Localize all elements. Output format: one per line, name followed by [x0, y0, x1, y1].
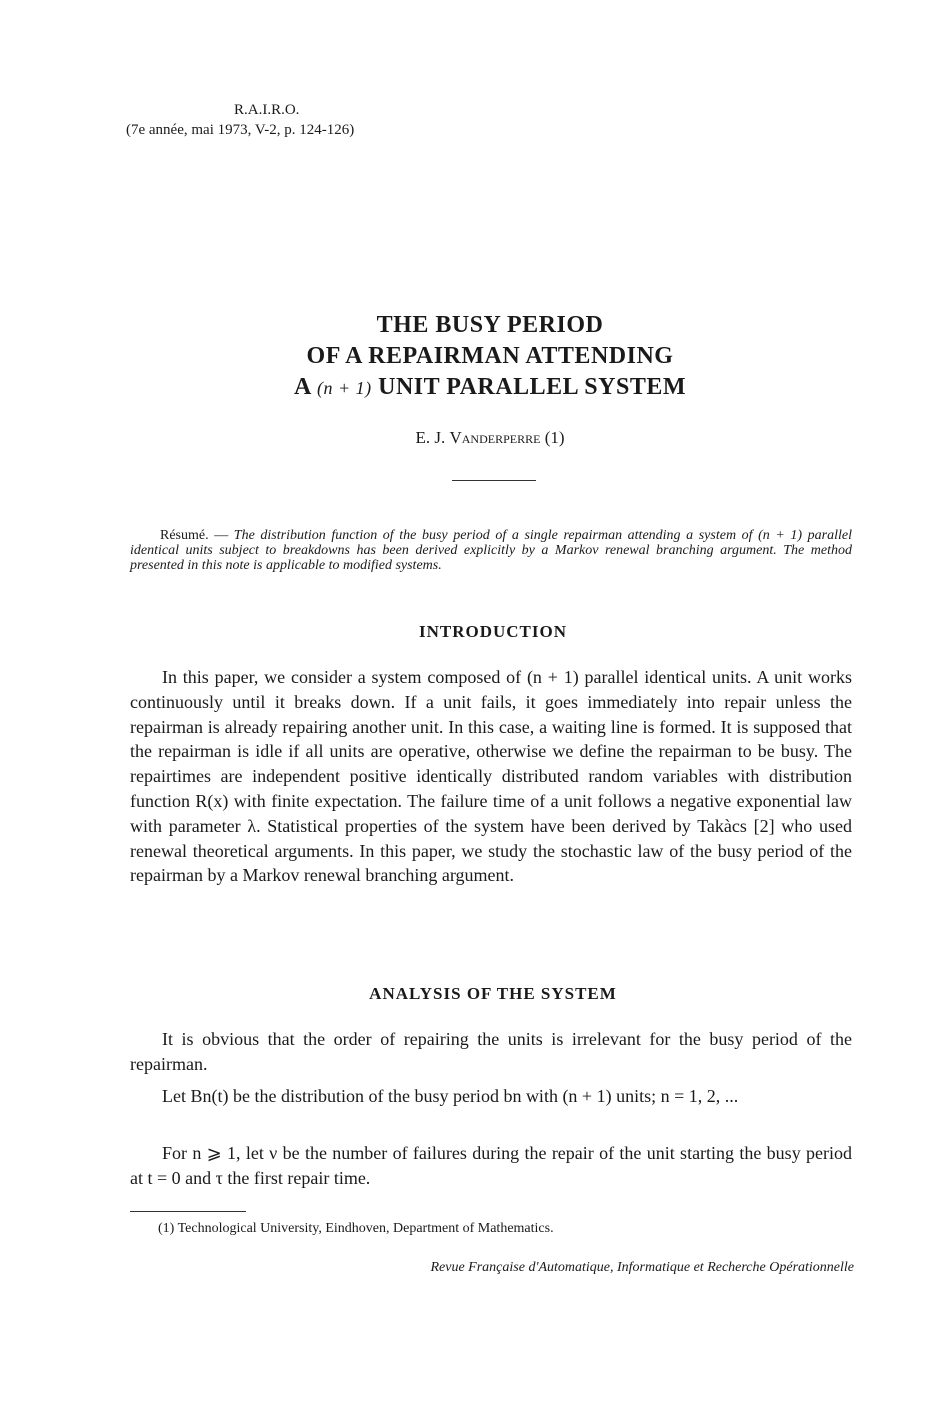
footnote-rule — [130, 1211, 246, 1212]
abstract-text: The distribution function of the busy period of a single repairman attending a system of (n + 1) parallel identical units subject to breakdowns has been derived explicitly by a Markov renewal branching argument. The method presented in this note is applicable to modified systems. — [130, 528, 852, 573]
introduction-paragraph: In this paper, we consider a system composed of (n + 1) parallel identical units. A unit works continuously until it breaks down. If a unit fails, it goes immediately into repair unless the repairman is already repairing another unit. In this case, a waiting line is formed. It is supposed that the repairman is idle if all units are operative, otherwise we define the repairman to be busy. The repairtimes are independent positive identically distributed random variables with distribution function R(x) with finite expectation. The failure time of a unit follows a negative exponential law with parameter λ. Statistical properties of the system have been derived by Takàcs [2] who used renewal theoretical arguments. In this paper, we study the stochastic law of the busy period of the repairman by a Markov renewal branching argument. — [130, 667, 852, 886]
journal-name: R.A.I.R.O. — [234, 102, 300, 118]
paper-title — [0, 310, 930, 404]
title-line-3 — [0, 372, 930, 404]
author-initials: E. J. — [415, 428, 446, 447]
journal-issue: (7e année, mai 1973, V-2, p. 124-126) — [126, 122, 355, 138]
abstract-label: Résumé. — — [160, 528, 229, 543]
title-line-1: THE BUSY PERIOD — [376, 312, 604, 338]
title-line-2: OF A REPAIRMAN ATTENDING — [306, 343, 674, 369]
journal-citation — [126, 100, 355, 140]
running-footer: Revue Française d'Automatique, Informatique et Recherche Opérationnelle — [430, 1260, 854, 1275]
title-line-3-b: UNIT PARALLEL SYSTEM — [378, 374, 686, 400]
title-divider — [452, 480, 536, 481]
analysis-paragraph-3: For n ⩾ 1, let ν be the number of failures during the repair of the unit starting the busy period at t = 0 and τ the first repair time. — [130, 1143, 852, 1188]
title-line-3-a: A — [293, 374, 311, 400]
title-line-3-paren: (n + 1) — [317, 378, 372, 398]
footnote: (1) Technological University, Eindhoven, Department of Mathematics. — [158, 1221, 554, 1236]
abstract — [130, 528, 852, 573]
author-note-ref: (1) — [544, 428, 565, 447]
author-surname: Vanderperre — [449, 428, 541, 447]
author-line — [0, 428, 930, 448]
analysis-paragraph-2: Let Bn(t) be the distribution of the busy period bn with (n + 1) units; n = 1, 2, ... — [162, 1086, 739, 1106]
analysis-heading: ANALYSIS OF THE SYSTEM — [369, 984, 617, 1003]
introduction-heading: INTRODUCTION — [418, 622, 568, 641]
analysis-paragraph-1: It is obvious that the order of repairing the units is irrelevant for the busy period of the repairman. — [130, 1029, 852, 1074]
